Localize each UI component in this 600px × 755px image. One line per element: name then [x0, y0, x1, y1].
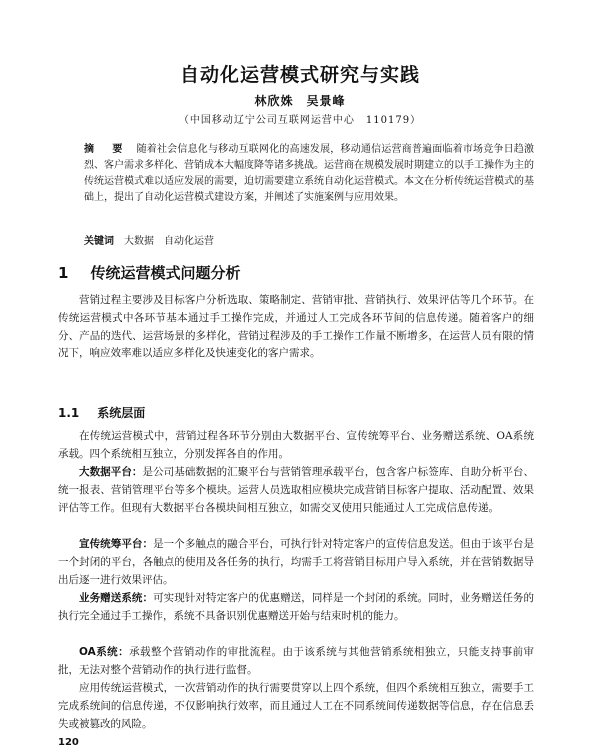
section-1-title: 传统运营模式问题分析 — [90, 264, 241, 282]
paragraph-traditional-mode-summary: 应用传统运营模式，一次营销动作的执行需要贯穿以上四个系统，但四个系统相互独立，需要手工完成系统间的信息传递，不仅影响执行效率，而且通过人工在不同系统间传递数据等信息，存在信息丢失或被篡改的风险。 — [58, 682, 534, 730]
keywords — [84, 232, 214, 247]
oa-system-lead: OA系统： — [79, 646, 130, 658]
big-data-platform-lead: 大数据平台： — [79, 466, 143, 478]
abstract-label: 摘 要 — [84, 144, 127, 155]
publicity-platform-lead: 宣传统筹平台： — [79, 538, 154, 550]
keywords-text: 大数据 自动化运营 — [124, 236, 214, 247]
gift-system-lead: 业务赠送系统： — [79, 592, 154, 604]
paragraph-oa-system — [58, 644, 534, 680]
paragraph-publicity-platform — [58, 536, 534, 589]
paper-authors: 林欣姝 吴景峰 — [254, 94, 346, 108]
gift-system-text: 可实现针对特定客户的优惠赠送，同样是一个封闭的系统。同时，业务赠送任务的执行完全通过手工操作，系统不具备识别优惠赠送开始与结束时机的能力。 — [58, 592, 535, 622]
paragraph-big-data-platform — [58, 464, 534, 517]
abstract-text: 随着社会信息化与移动互联网化的高速发展，移动通信运营商普遍面临着市场竞争日趋激烈、客户需求多样化、营销成本大幅度降等诸多挑战。运营商在规模发展时期建立的以手工操作为主的传统运营模式难以适应发展的需要，迫切需要建立系统自动化运营模式。本文在分析传统运营模式的基础上，提出了自动化运营模式建设方案，并阐述了实施案例与应用效果。 — [84, 144, 535, 203]
page-number: 120 — [58, 737, 79, 748]
keywords-label: 关键词 — [84, 236, 114, 247]
big-data-platform-text: 是公司基础数据的汇聚平台与营销管理承载平台，包含客户标签库、自助分析平台、统一报表、营销管理平台等多个模块。运营人员选取相应模块完成营销目标客户提取、活动配置、效果评估等工作。但现有大数据平台各模块间相互独立，如需交叉使用只能通过人工完成信息传递。 — [58, 466, 534, 514]
paper-title: 自动化运营模式研究与实践 — [179, 64, 420, 86]
section-1-1-number: 1.1 — [58, 406, 80, 420]
paragraph-gift-system — [58, 590, 534, 626]
section-1-number: 1 — [58, 264, 69, 282]
paragraph-systems-intro: 在传统运营模式中，营销过程各环节分别由大数据平台、宣传统筹平台、业务赠送系统、OA系统承载。四个系统相互独立，分别发挥各自的作用。 — [58, 430, 534, 460]
section-1-heading — [58, 262, 240, 283]
section-1-1-title: 系统层面 — [97, 406, 146, 420]
author-affiliation: （中国移动辽宁公司互联网运营中心 110179） — [178, 115, 422, 126]
section-1-paragraph: 营销过程主要涉及目标客户分析选取、策略制定、营销审批、营销执行、效果评估等几个环节。在传统运营模式中各环节基本通过手工操作完成，并通过人工完成各环节间的信息传递。随着客户的细分、产品的迭代、运营场景的多样化，营销过程涉及的手工操作工作量不断增多，在运营人员有限的情况下，响应效率难以适应多样化及快速变化的客户需求。 — [58, 294, 534, 360]
abstract — [84, 142, 534, 206]
publicity-platform-text: 是一个多触点的融合平台，可执行针对特定客户的宣传信息发送。但由于该平台是一个封闭的平台，各触点的使用及各任务的执行，均需手工将营销目标用户导入系统，并在营销数据导出后逐一进行效果评估。 — [58, 538, 535, 586]
section-1-1-heading — [58, 404, 145, 421]
oa-system-text: 承载整个营销动作的审批流程。由于该系统与其他营销系统相独立，只能支持事前审批，无法对整个营销动作的执行进行监督。 — [58, 646, 534, 676]
